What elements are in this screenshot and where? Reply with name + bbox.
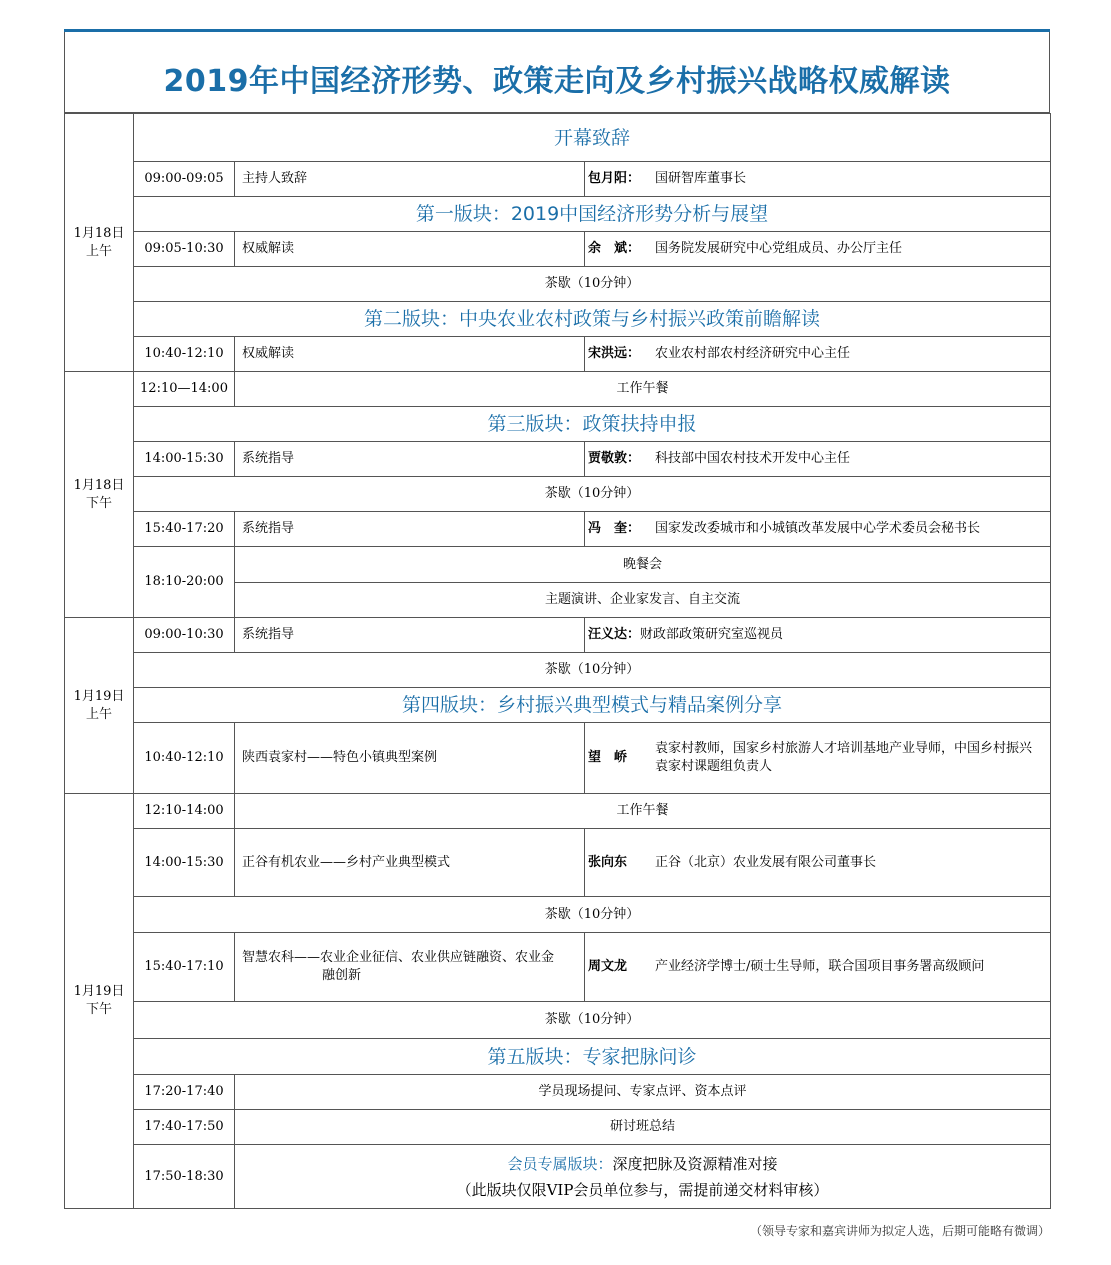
day-cell: [65, 618, 134, 794]
section-heading: 第五版块：专家把脉问诊: [134, 1039, 1051, 1075]
time-cell: 10:40-12:10: [134, 337, 235, 372]
member-content: 深度把脉及资源精准对接: [612, 1154, 778, 1173]
member-session-cell: [235, 1145, 1051, 1209]
speaker-role: 国研智库董事长: [655, 171, 747, 186]
speaker-name: 望 峤: [588, 750, 628, 765]
table-row: [65, 372, 1051, 407]
table-row: [65, 407, 1051, 442]
time-cell: 15:40-17:10: [134, 933, 235, 1002]
speaker-role: 国家发改委城市和小城镇改革发展中心学术委员会秘书长: [655, 521, 981, 536]
dinner-detail-cell: 主题演讲、企业家发言、自主交流: [235, 583, 1051, 618]
speaker-role: 农业农村部农村经济研究中心主任: [655, 346, 851, 361]
time-cell: 15:40-17:20: [134, 512, 235, 547]
topic-cell: 系统指导: [235, 512, 585, 547]
time-cell: 17:20-17:40: [134, 1075, 235, 1110]
speaker-name: 包月阳：: [588, 171, 641, 186]
day-period: 上午: [85, 706, 112, 722]
day-date: 1月18日: [73, 225, 125, 241]
table-row: [65, 302, 1051, 337]
tea-break: 茶歇（10分钟）: [134, 267, 1051, 302]
speaker-name: 冯 奎：: [588, 521, 641, 536]
speaker-name: 余 斌：: [588, 241, 641, 256]
speaker-cell: [585, 512, 1051, 547]
time-cell: 17:50-18:30: [134, 1145, 235, 1209]
member-note: （此版块仅限VIP会员单位参与，需提前递交材料审核）: [456, 1180, 829, 1199]
section-heading: 开幕致辞: [134, 114, 1051, 162]
table-row: [65, 618, 1051, 653]
day-date: 1月19日: [73, 688, 125, 704]
speaker-cell: [585, 162, 1051, 197]
topic-cell: [235, 933, 585, 1002]
day-period: 下午: [85, 1002, 112, 1017]
day-period: 上午: [85, 243, 112, 259]
time-cell: 09:00-09:05: [134, 162, 235, 197]
table-row: [65, 688, 1051, 723]
table-row: [65, 933, 1051, 1002]
speaker-cell: [585, 723, 1051, 794]
table-row: [65, 1002, 1051, 1039]
table-row: [65, 897, 1051, 933]
speaker-cell: [585, 829, 1051, 897]
table-row: [65, 162, 1051, 197]
topic-cell: 权威解读: [235, 232, 585, 267]
session-cell: 研讨班总结: [235, 1110, 1051, 1145]
table-row: [65, 547, 1051, 583]
table-row: [65, 1039, 1051, 1075]
table-row: [65, 442, 1051, 477]
speaker-cell: [585, 442, 1051, 477]
topic-cell: 陕西袁家村——特色小镇典型案例: [235, 723, 585, 794]
time-cell: 10:40-12:10: [134, 723, 235, 794]
session-cell: 学员现场提问、专家点评、资本点评: [235, 1075, 1051, 1110]
topic-cell: 正谷有机农业——乡村产业典型模式: [235, 829, 585, 897]
member-label: 会员专属版块：: [507, 1154, 613, 1173]
speaker-name: 汪义达：: [588, 627, 641, 642]
table-row: [65, 1075, 1051, 1110]
table-row: [65, 267, 1051, 302]
speaker-cell: [585, 232, 1051, 267]
tea-break: 茶歇（10分钟）: [134, 1002, 1051, 1039]
tea-break: 茶歇（10分钟）: [134, 653, 1051, 688]
topic-line: 融创新: [322, 968, 362, 983]
title-box: [64, 32, 1050, 113]
speaker-cell: [585, 337, 1051, 372]
topic-line: 智慧农科——农业企业征信、农业供应链融资、农业金: [242, 950, 555, 965]
time-cell: 14:00-15:30: [134, 829, 235, 897]
schedule-table: [64, 113, 1050, 1209]
speaker-name: 张向东: [588, 854, 628, 870]
speaker-cell: [585, 618, 1051, 653]
topic-cell: 权威解读: [235, 337, 585, 372]
tea-break: 茶歇（10分钟）: [134, 897, 1051, 933]
speaker-role: 科技部中国农村技术开发中心主任: [655, 451, 851, 466]
time-cell: 14:00-15:30: [134, 442, 235, 477]
meal-cell: 工作午餐: [235, 372, 1051, 407]
speaker-cell: [585, 933, 1051, 1002]
section-heading: 第三版块：政策扶持申报: [134, 407, 1051, 442]
topic-cell: 系统指导: [235, 442, 585, 477]
section-heading: 第二版块：中央农业农村政策与乡村振兴政策前瞻解读: [134, 302, 1051, 337]
table-row: [65, 1110, 1051, 1145]
table-row: [65, 829, 1051, 897]
table-row: [65, 653, 1051, 688]
dinner-cell: 晚餐会: [235, 547, 1051, 583]
footnote: （领导专家和嘉宾讲师为拟定人选，后期可能略有微调）: [749, 1224, 1050, 1238]
day-date: 1月18日: [73, 477, 125, 493]
speaker-name: 贾敬敦：: [588, 451, 641, 466]
tea-break: 茶歇（10分钟）: [134, 477, 1051, 512]
speaker-role: 正谷（北京）农业发展有限公司董事长: [655, 854, 877, 870]
section-heading: 第一版块：2019中国经济形势分析与展望: [134, 197, 1051, 232]
section-heading: 第四版块：乡村振兴典型模式与精品案例分享: [134, 688, 1051, 723]
speaker-role: 产业经济学博士/硕士生导师，联合国项目事务署高级顾问: [655, 959, 985, 974]
speaker-name: 宋洪远：: [588, 346, 641, 361]
day-cell: [65, 794, 134, 1209]
speaker-role: 袁家村教师，国家乡村旅游人才培训基地产业导师，中国乡村振兴袁家村课题组负责人: [655, 741, 1033, 774]
table-row: [65, 114, 1051, 162]
day-cell: [65, 372, 134, 618]
speaker-name: 周文龙: [588, 959, 628, 974]
day-period: 下午: [85, 495, 112, 511]
time-cell: 12:10-14:00: [134, 794, 235, 829]
table-row: [65, 337, 1051, 372]
table-row: [65, 512, 1051, 547]
time-cell: 18:10-20:00: [134, 547, 235, 618]
topic-cell: 系统指导: [235, 618, 585, 653]
time-cell: 09:05-10:30: [134, 232, 235, 267]
day-cell: [65, 114, 134, 372]
speaker-role: 国务院发展研究中心党组成员、办公厅主任: [655, 241, 903, 256]
table-row: [65, 232, 1051, 267]
speaker-role: 财政部政策研究室巡视员: [640, 627, 784, 642]
table-row: [65, 197, 1051, 232]
table-row: [65, 794, 1051, 829]
page-title: 2019年中国经济形势、政策走向及乡村振兴战略权威解读: [163, 64, 951, 99]
table-row: [65, 1145, 1051, 1209]
table-row: [65, 723, 1051, 794]
time-cell: 17:40-17:50: [134, 1110, 235, 1145]
time-cell: 12:10—14:00: [134, 372, 235, 407]
time-cell: 09:00-10:30: [134, 618, 235, 653]
meal-cell: 工作午餐: [235, 794, 1051, 829]
topic-cell: 主持人致辞: [235, 162, 585, 197]
table-row: [65, 477, 1051, 512]
day-date: 1月19日: [73, 984, 125, 999]
